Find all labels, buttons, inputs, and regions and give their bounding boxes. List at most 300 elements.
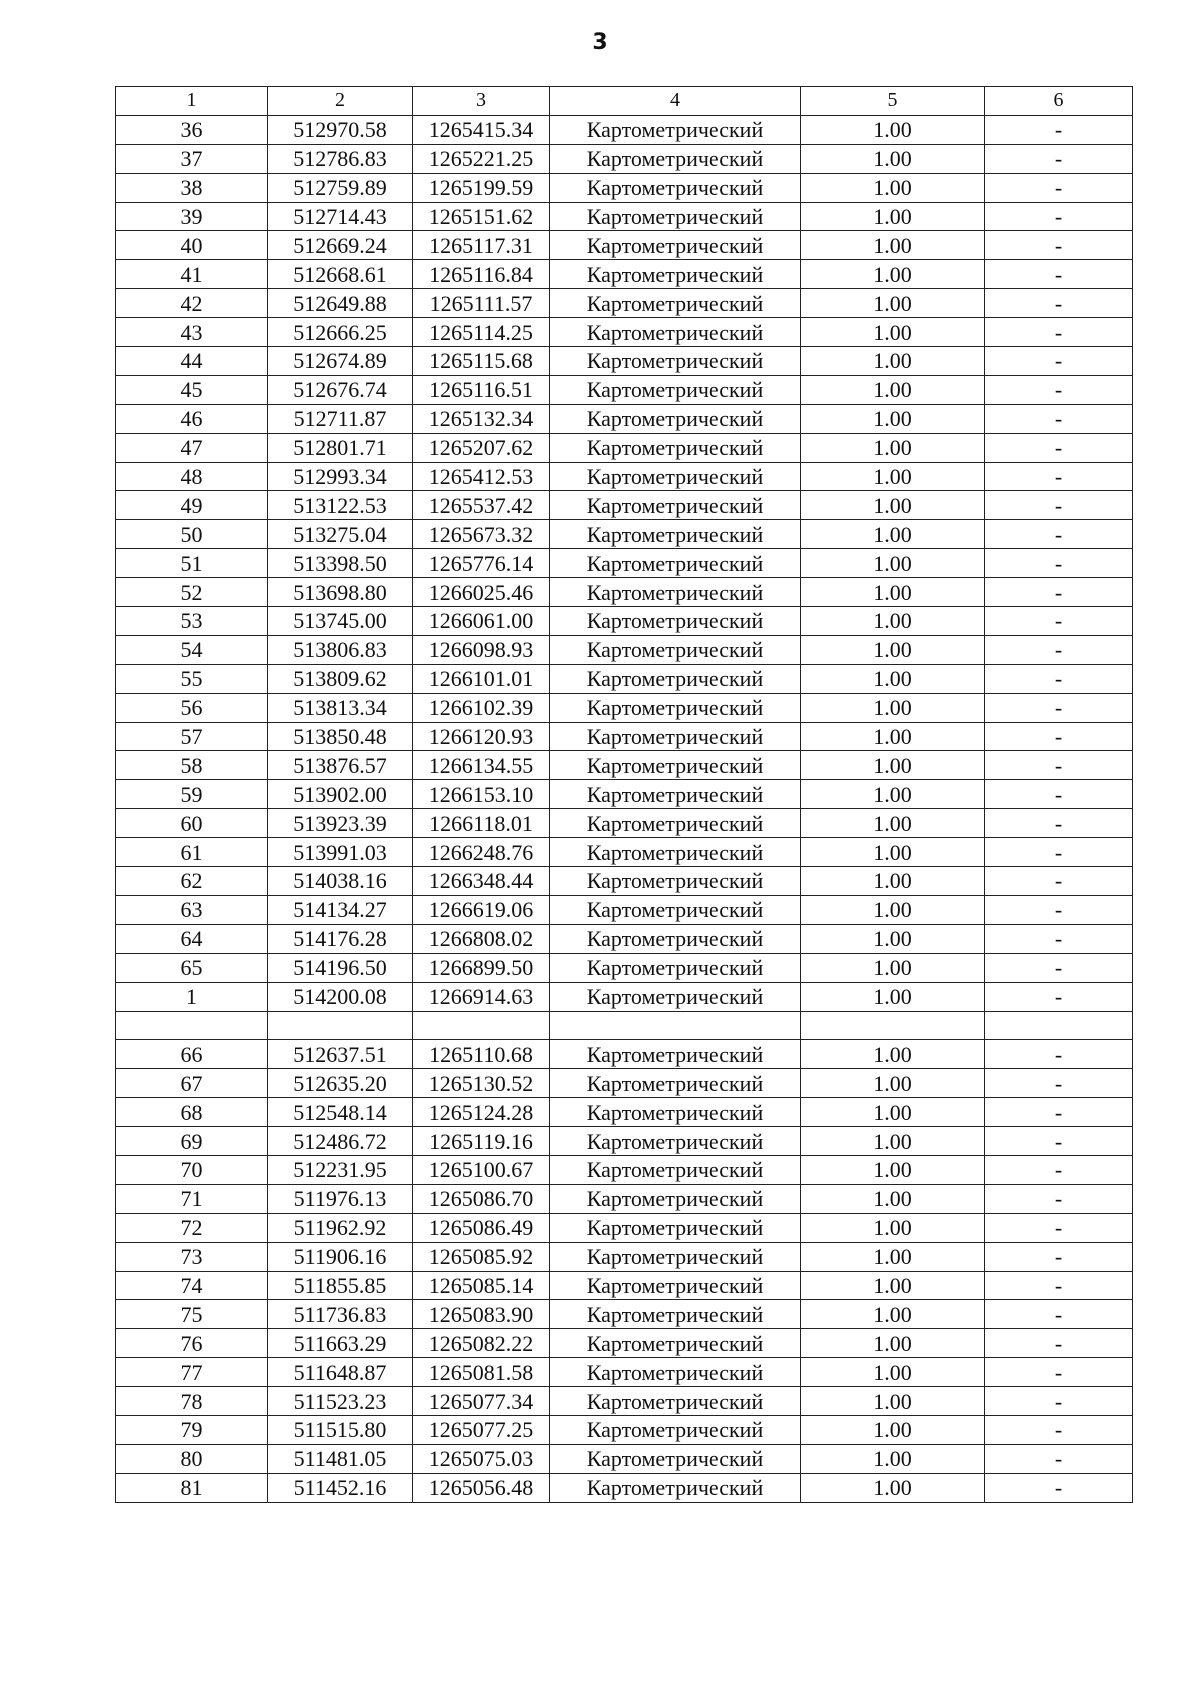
x-coordinate-cell: 512786.83 bbox=[268, 144, 413, 173]
x-coordinate-cell: 511523.23 bbox=[268, 1387, 413, 1416]
note-cell: - bbox=[985, 1387, 1133, 1416]
note-cell: - bbox=[985, 578, 1133, 607]
x-coordinate-cell: 512649.88 bbox=[268, 289, 413, 318]
accuracy-cell: 1.00 bbox=[801, 809, 985, 838]
point-number-cell: 42 bbox=[116, 289, 268, 318]
column-header: 6 bbox=[985, 87, 1133, 116]
note-cell: - bbox=[985, 202, 1133, 231]
method-cell: Картометрический bbox=[550, 231, 801, 260]
accuracy-cell: 1.00 bbox=[801, 1213, 985, 1242]
method-cell: Картометрический bbox=[550, 549, 801, 578]
point-number-cell: 74 bbox=[116, 1271, 268, 1300]
method-cell: Картометрический bbox=[550, 895, 801, 924]
note-cell: - bbox=[985, 1271, 1133, 1300]
accuracy-cell: 1.00 bbox=[801, 895, 985, 924]
note-cell: - bbox=[985, 1444, 1133, 1473]
note-cell: - bbox=[985, 809, 1133, 838]
y-coordinate-cell: 1265124.28 bbox=[413, 1098, 550, 1127]
y-coordinate-cell: 1265082.22 bbox=[413, 1329, 550, 1358]
table-row bbox=[116, 838, 1133, 867]
table-row bbox=[116, 1387, 1133, 1416]
column-header: 1 bbox=[116, 87, 268, 116]
table-row bbox=[116, 1155, 1133, 1184]
method-cell: Картометрический bbox=[550, 1444, 801, 1473]
method-cell: Картометрический bbox=[550, 202, 801, 231]
x-coordinate-cell: 513876.57 bbox=[268, 751, 413, 780]
method-cell: Картометрический bbox=[550, 1300, 801, 1329]
accuracy-cell: 1.00 bbox=[801, 115, 985, 144]
accuracy-cell: 1.00 bbox=[801, 953, 985, 982]
accuracy-cell: 1.00 bbox=[801, 924, 985, 953]
table-row bbox=[116, 1329, 1133, 1358]
x-coordinate-cell: 513813.34 bbox=[268, 693, 413, 722]
table-row bbox=[116, 549, 1133, 578]
point-number-cell: 62 bbox=[116, 867, 268, 896]
accuracy-cell: 1.00 bbox=[801, 838, 985, 867]
table-row bbox=[116, 1040, 1133, 1069]
note-cell: - bbox=[985, 1242, 1133, 1271]
table-row bbox=[116, 202, 1133, 231]
note-cell: - bbox=[985, 347, 1133, 376]
note-cell bbox=[985, 1011, 1133, 1040]
method-cell: Картометрический bbox=[550, 1473, 801, 1502]
accuracy-cell: 1.00 bbox=[801, 202, 985, 231]
table-row bbox=[116, 231, 1133, 260]
point-number-cell: 39 bbox=[116, 202, 268, 231]
note-cell: - bbox=[985, 722, 1133, 751]
y-coordinate-cell: 1265077.25 bbox=[413, 1415, 550, 1444]
note-cell: - bbox=[985, 635, 1133, 664]
accuracy-cell: 1.00 bbox=[801, 347, 985, 376]
point-number-cell bbox=[116, 1011, 268, 1040]
y-coordinate-cell: 1266153.10 bbox=[413, 780, 550, 809]
table-row bbox=[116, 404, 1133, 433]
column-header: 4 bbox=[550, 87, 801, 116]
table-row bbox=[116, 347, 1133, 376]
y-coordinate-cell: 1265100.67 bbox=[413, 1155, 550, 1184]
method-cell: Картометрический bbox=[550, 1213, 801, 1242]
table-row bbox=[116, 953, 1133, 982]
method-cell: Картометрический bbox=[550, 289, 801, 318]
y-coordinate-cell: 1265081.58 bbox=[413, 1358, 550, 1387]
method-cell: Картометрический bbox=[550, 1387, 801, 1416]
note-cell: - bbox=[985, 982, 1133, 1011]
x-coordinate-cell: 514176.28 bbox=[268, 924, 413, 953]
accuracy-cell: 1.00 bbox=[801, 491, 985, 520]
x-coordinate-cell: 512669.24 bbox=[268, 231, 413, 260]
accuracy-cell: 1.00 bbox=[801, 635, 985, 664]
table-row bbox=[116, 462, 1133, 491]
y-coordinate-cell: 1265116.84 bbox=[413, 260, 550, 289]
accuracy-cell: 1.00 bbox=[801, 433, 985, 462]
method-cell: Картометрический bbox=[550, 751, 801, 780]
method-cell: Картометрический bbox=[550, 982, 801, 1011]
y-coordinate-cell: 1265086.49 bbox=[413, 1213, 550, 1242]
accuracy-cell: 1.00 bbox=[801, 1415, 985, 1444]
point-number-cell: 55 bbox=[116, 664, 268, 693]
point-number-cell: 48 bbox=[116, 462, 268, 491]
y-coordinate-cell: 1265119.16 bbox=[413, 1127, 550, 1156]
accuracy-cell: 1.00 bbox=[801, 1242, 985, 1271]
accuracy-cell: 1.00 bbox=[801, 1444, 985, 1473]
method-cell: Картометрический bbox=[550, 1040, 801, 1069]
method-cell: Картометрический bbox=[550, 520, 801, 549]
x-coordinate-cell: 511648.87 bbox=[268, 1358, 413, 1387]
y-coordinate-cell: 1265221.25 bbox=[413, 144, 550, 173]
y-coordinate-cell: 1265412.53 bbox=[413, 462, 550, 491]
method-cell: Картометрический bbox=[550, 635, 801, 664]
point-number-cell: 64 bbox=[116, 924, 268, 953]
table-row bbox=[116, 144, 1133, 173]
note-cell: - bbox=[985, 144, 1133, 173]
x-coordinate-cell: 512993.34 bbox=[268, 462, 413, 491]
header-row bbox=[116, 87, 1133, 116]
point-number-cell: 40 bbox=[116, 231, 268, 260]
column-header: 5 bbox=[801, 87, 985, 116]
x-coordinate-cell: 513122.53 bbox=[268, 491, 413, 520]
accuracy-cell: 1.00 bbox=[801, 664, 985, 693]
table-row bbox=[116, 1415, 1133, 1444]
y-coordinate-cell: 1266134.55 bbox=[413, 751, 550, 780]
accuracy-cell: 1.00 bbox=[801, 578, 985, 607]
method-cell: Картометрический bbox=[550, 404, 801, 433]
y-coordinate-cell: 1265083.90 bbox=[413, 1300, 550, 1329]
point-number-cell: 41 bbox=[116, 260, 268, 289]
x-coordinate-cell: 512666.25 bbox=[268, 318, 413, 347]
method-cell: Картометрический bbox=[550, 491, 801, 520]
point-number-cell: 37 bbox=[116, 144, 268, 173]
point-number-cell: 67 bbox=[116, 1069, 268, 1098]
y-coordinate-cell: 1265151.62 bbox=[413, 202, 550, 231]
note-cell: - bbox=[985, 1415, 1133, 1444]
table-row bbox=[116, 664, 1133, 693]
note-cell: - bbox=[985, 433, 1133, 462]
method-cell: Картометрический bbox=[550, 433, 801, 462]
accuracy-cell: 1.00 bbox=[801, 751, 985, 780]
y-coordinate-cell: 1266914.63 bbox=[413, 982, 550, 1011]
point-number-cell: 59 bbox=[116, 780, 268, 809]
note-cell: - bbox=[985, 462, 1133, 491]
method-cell: Картометрический bbox=[550, 1069, 801, 1098]
method-cell: Картометрический bbox=[550, 607, 801, 636]
point-number-cell: 52 bbox=[116, 578, 268, 607]
note-cell: - bbox=[985, 693, 1133, 722]
note-cell: - bbox=[985, 1127, 1133, 1156]
table-row bbox=[116, 924, 1133, 953]
table-row bbox=[116, 491, 1133, 520]
table-row bbox=[116, 809, 1133, 838]
method-cell: Картометрический bbox=[550, 318, 801, 347]
note-cell: - bbox=[985, 1473, 1133, 1502]
point-number-cell: 65 bbox=[116, 953, 268, 982]
y-coordinate-cell: 1265086.70 bbox=[413, 1184, 550, 1213]
point-number-cell: 50 bbox=[116, 520, 268, 549]
method-cell: Картометрический bbox=[550, 1184, 801, 1213]
accuracy-cell: 1.00 bbox=[801, 1127, 985, 1156]
note-cell: - bbox=[985, 1358, 1133, 1387]
point-number-cell: 43 bbox=[116, 318, 268, 347]
point-number-cell: 78 bbox=[116, 1387, 268, 1416]
x-coordinate-cell: 514196.50 bbox=[268, 953, 413, 982]
x-coordinate-cell: 512676.74 bbox=[268, 375, 413, 404]
method-cell: Картометрический bbox=[550, 1242, 801, 1271]
x-coordinate-cell: 512714.43 bbox=[268, 202, 413, 231]
point-number-cell: 38 bbox=[116, 173, 268, 202]
note-cell: - bbox=[985, 953, 1133, 982]
x-coordinate-cell: 512668.61 bbox=[268, 260, 413, 289]
point-number-cell: 79 bbox=[116, 1415, 268, 1444]
point-number-cell: 53 bbox=[116, 607, 268, 636]
point-number-cell: 69 bbox=[116, 1127, 268, 1156]
column-header: 2 bbox=[268, 87, 413, 116]
accuracy-cell: 1.00 bbox=[801, 231, 985, 260]
method-cell: Картометрический bbox=[550, 173, 801, 202]
method-cell: Картометрический bbox=[550, 115, 801, 144]
y-coordinate-cell: 1265132.34 bbox=[413, 404, 550, 433]
y-coordinate-cell: 1265085.92 bbox=[413, 1242, 550, 1271]
note-cell: - bbox=[985, 838, 1133, 867]
point-number-cell: 80 bbox=[116, 1444, 268, 1473]
note-cell: - bbox=[985, 491, 1133, 520]
point-number-cell: 57 bbox=[116, 722, 268, 751]
note-cell: - bbox=[985, 867, 1133, 896]
note-cell: - bbox=[985, 375, 1133, 404]
table-row bbox=[116, 433, 1133, 462]
table-row bbox=[116, 520, 1133, 549]
table-row bbox=[116, 751, 1133, 780]
x-coordinate-cell: 512635.20 bbox=[268, 1069, 413, 1098]
note-cell: - bbox=[985, 895, 1133, 924]
y-coordinate-cell: 1265075.03 bbox=[413, 1444, 550, 1473]
y-coordinate-cell: 1265776.14 bbox=[413, 549, 550, 578]
y-coordinate-cell: 1265056.48 bbox=[413, 1473, 550, 1502]
method-cell: Картометрический bbox=[550, 722, 801, 751]
column-header: 3 bbox=[413, 87, 550, 116]
accuracy-cell: 1.00 bbox=[801, 144, 985, 173]
x-coordinate-cell: 511736.83 bbox=[268, 1300, 413, 1329]
table-row bbox=[116, 895, 1133, 924]
accuracy-cell bbox=[801, 1011, 985, 1040]
y-coordinate-cell: 1265116.51 bbox=[413, 375, 550, 404]
x-coordinate-cell: 511976.13 bbox=[268, 1184, 413, 1213]
y-coordinate-cell: 1266348.44 bbox=[413, 867, 550, 896]
x-coordinate-cell: 512711.87 bbox=[268, 404, 413, 433]
method-cell: Картометрический bbox=[550, 838, 801, 867]
note-cell: - bbox=[985, 404, 1133, 433]
method-cell: Картометрический bbox=[550, 260, 801, 289]
accuracy-cell: 1.00 bbox=[801, 867, 985, 896]
note-cell: - bbox=[985, 1069, 1133, 1098]
note-cell: - bbox=[985, 924, 1133, 953]
table-row bbox=[116, 1444, 1133, 1473]
note-cell: - bbox=[985, 1098, 1133, 1127]
table-row bbox=[116, 693, 1133, 722]
table-row bbox=[116, 1358, 1133, 1387]
table-row bbox=[116, 1069, 1133, 1098]
point-number-cell: 61 bbox=[116, 838, 268, 867]
point-number-cell: 36 bbox=[116, 115, 268, 144]
x-coordinate-cell: 513398.50 bbox=[268, 549, 413, 578]
x-coordinate-cell: 511663.29 bbox=[268, 1329, 413, 1358]
accuracy-cell: 1.00 bbox=[801, 318, 985, 347]
method-cell: Картометрический bbox=[550, 924, 801, 953]
accuracy-cell: 1.00 bbox=[801, 982, 985, 1011]
y-coordinate-cell: 1266619.06 bbox=[413, 895, 550, 924]
table-row bbox=[116, 635, 1133, 664]
table-body bbox=[116, 115, 1133, 1502]
note-cell: - bbox=[985, 115, 1133, 144]
point-number-cell: 44 bbox=[116, 347, 268, 376]
x-coordinate-cell bbox=[268, 1011, 413, 1040]
table-row bbox=[116, 1300, 1133, 1329]
method-cell: Картометрический bbox=[550, 1358, 801, 1387]
x-coordinate-cell: 513745.00 bbox=[268, 607, 413, 636]
x-coordinate-cell: 512637.51 bbox=[268, 1040, 413, 1069]
accuracy-cell: 1.00 bbox=[801, 549, 985, 578]
x-coordinate-cell: 512759.89 bbox=[268, 173, 413, 202]
point-number-cell: 71 bbox=[116, 1184, 268, 1213]
method-cell: Картометрический bbox=[550, 867, 801, 896]
point-number-cell: 54 bbox=[116, 635, 268, 664]
x-coordinate-cell: 512231.95 bbox=[268, 1155, 413, 1184]
note-cell: - bbox=[985, 1040, 1133, 1069]
table-row bbox=[116, 607, 1133, 636]
point-number-cell: 49 bbox=[116, 491, 268, 520]
x-coordinate-cell: 513275.04 bbox=[268, 520, 413, 549]
table-row bbox=[116, 115, 1133, 144]
x-coordinate-cell: 512801.71 bbox=[268, 433, 413, 462]
table-row bbox=[116, 289, 1133, 318]
method-cell bbox=[550, 1011, 801, 1040]
table-row bbox=[116, 318, 1133, 347]
table-row bbox=[116, 173, 1133, 202]
point-number-cell: 70 bbox=[116, 1155, 268, 1184]
x-coordinate-cell: 513806.83 bbox=[268, 635, 413, 664]
accuracy-cell: 1.00 bbox=[801, 1155, 985, 1184]
note-cell: - bbox=[985, 1300, 1133, 1329]
table-row bbox=[116, 1271, 1133, 1300]
table-row bbox=[116, 1213, 1133, 1242]
x-coordinate-cell: 511481.05 bbox=[268, 1444, 413, 1473]
y-coordinate-cell: 1266808.02 bbox=[413, 924, 550, 953]
accuracy-cell: 1.00 bbox=[801, 1098, 985, 1127]
note-cell: - bbox=[985, 1329, 1133, 1358]
table-row bbox=[116, 780, 1133, 809]
x-coordinate-cell: 513902.00 bbox=[268, 780, 413, 809]
y-coordinate-cell bbox=[413, 1011, 550, 1040]
note-cell: - bbox=[985, 1213, 1133, 1242]
y-coordinate-cell: 1266118.01 bbox=[413, 809, 550, 838]
y-coordinate-cell: 1265085.14 bbox=[413, 1271, 550, 1300]
y-coordinate-cell: 1265117.31 bbox=[413, 231, 550, 260]
note-cell: - bbox=[985, 1184, 1133, 1213]
x-coordinate-cell: 512548.14 bbox=[268, 1098, 413, 1127]
y-coordinate-cell: 1266098.93 bbox=[413, 635, 550, 664]
y-coordinate-cell: 1265199.59 bbox=[413, 173, 550, 202]
accuracy-cell: 1.00 bbox=[801, 1329, 985, 1358]
table-row bbox=[116, 1242, 1133, 1271]
method-cell: Картометрический bbox=[550, 347, 801, 376]
table-row bbox=[116, 722, 1133, 751]
method-cell: Картометрический bbox=[550, 578, 801, 607]
point-number-cell: 73 bbox=[116, 1242, 268, 1271]
method-cell: Картометрический bbox=[550, 1127, 801, 1156]
method-cell: Картометрический bbox=[550, 462, 801, 491]
method-cell: Картометрический bbox=[550, 1155, 801, 1184]
x-coordinate-cell: 514038.16 bbox=[268, 867, 413, 896]
method-cell: Картометрический bbox=[550, 1271, 801, 1300]
accuracy-cell: 1.00 bbox=[801, 1358, 985, 1387]
x-coordinate-cell: 511452.16 bbox=[268, 1473, 413, 1502]
x-coordinate-cell: 512970.58 bbox=[268, 115, 413, 144]
point-number-cell: 58 bbox=[116, 751, 268, 780]
method-cell: Картометрический bbox=[550, 1098, 801, 1127]
accuracy-cell: 1.00 bbox=[801, 1387, 985, 1416]
x-coordinate-cell: 514134.27 bbox=[268, 895, 413, 924]
note-cell: - bbox=[985, 520, 1133, 549]
table-row bbox=[116, 375, 1133, 404]
method-cell: Картометрический bbox=[550, 953, 801, 982]
page-number: 3 bbox=[592, 30, 608, 55]
point-number-cell: 81 bbox=[116, 1473, 268, 1502]
note-cell: - bbox=[985, 549, 1133, 578]
y-coordinate-cell: 1266061.00 bbox=[413, 607, 550, 636]
note-cell: - bbox=[985, 607, 1133, 636]
point-number-cell: 47 bbox=[116, 433, 268, 462]
point-number-cell: 63 bbox=[116, 895, 268, 924]
accuracy-cell: 1.00 bbox=[801, 607, 985, 636]
accuracy-cell: 1.00 bbox=[801, 404, 985, 433]
note-cell: - bbox=[985, 231, 1133, 260]
point-number-cell: 77 bbox=[116, 1358, 268, 1387]
method-cell: Картометрический bbox=[550, 1329, 801, 1358]
note-cell: - bbox=[985, 780, 1133, 809]
note-cell: - bbox=[985, 289, 1133, 318]
accuracy-cell: 1.00 bbox=[801, 173, 985, 202]
table-row bbox=[116, 1127, 1133, 1156]
accuracy-cell: 1.00 bbox=[801, 462, 985, 491]
accuracy-cell: 1.00 bbox=[801, 289, 985, 318]
note-cell: - bbox=[985, 260, 1133, 289]
y-coordinate-cell: 1266102.39 bbox=[413, 693, 550, 722]
accuracy-cell: 1.00 bbox=[801, 1271, 985, 1300]
x-coordinate-cell: 514200.08 bbox=[268, 982, 413, 1011]
method-cell: Картометрический bbox=[550, 1415, 801, 1444]
y-coordinate-cell: 1266025.46 bbox=[413, 578, 550, 607]
table-row bbox=[116, 1098, 1133, 1127]
point-number-cell: 60 bbox=[116, 809, 268, 838]
note-cell: - bbox=[985, 751, 1133, 780]
x-coordinate-cell: 513850.48 bbox=[268, 722, 413, 751]
y-coordinate-cell: 1265115.68 bbox=[413, 347, 550, 376]
note-cell: - bbox=[985, 173, 1133, 202]
y-coordinate-cell: 1266120.93 bbox=[413, 722, 550, 751]
y-coordinate-cell: 1265673.32 bbox=[413, 520, 550, 549]
accuracy-cell: 1.00 bbox=[801, 375, 985, 404]
accuracy-cell: 1.00 bbox=[801, 260, 985, 289]
method-cell: Картометрический bbox=[550, 780, 801, 809]
point-number-cell: 72 bbox=[116, 1213, 268, 1242]
point-number-cell: 45 bbox=[116, 375, 268, 404]
method-cell: Картометрический bbox=[550, 144, 801, 173]
y-coordinate-cell: 1265130.52 bbox=[413, 1069, 550, 1098]
table-row bbox=[116, 1184, 1133, 1213]
table-row bbox=[116, 578, 1133, 607]
accuracy-cell: 1.00 bbox=[801, 1473, 985, 1502]
table-row bbox=[116, 1473, 1133, 1502]
x-coordinate-cell: 511855.85 bbox=[268, 1271, 413, 1300]
y-coordinate-cell: 1265415.34 bbox=[413, 115, 550, 144]
